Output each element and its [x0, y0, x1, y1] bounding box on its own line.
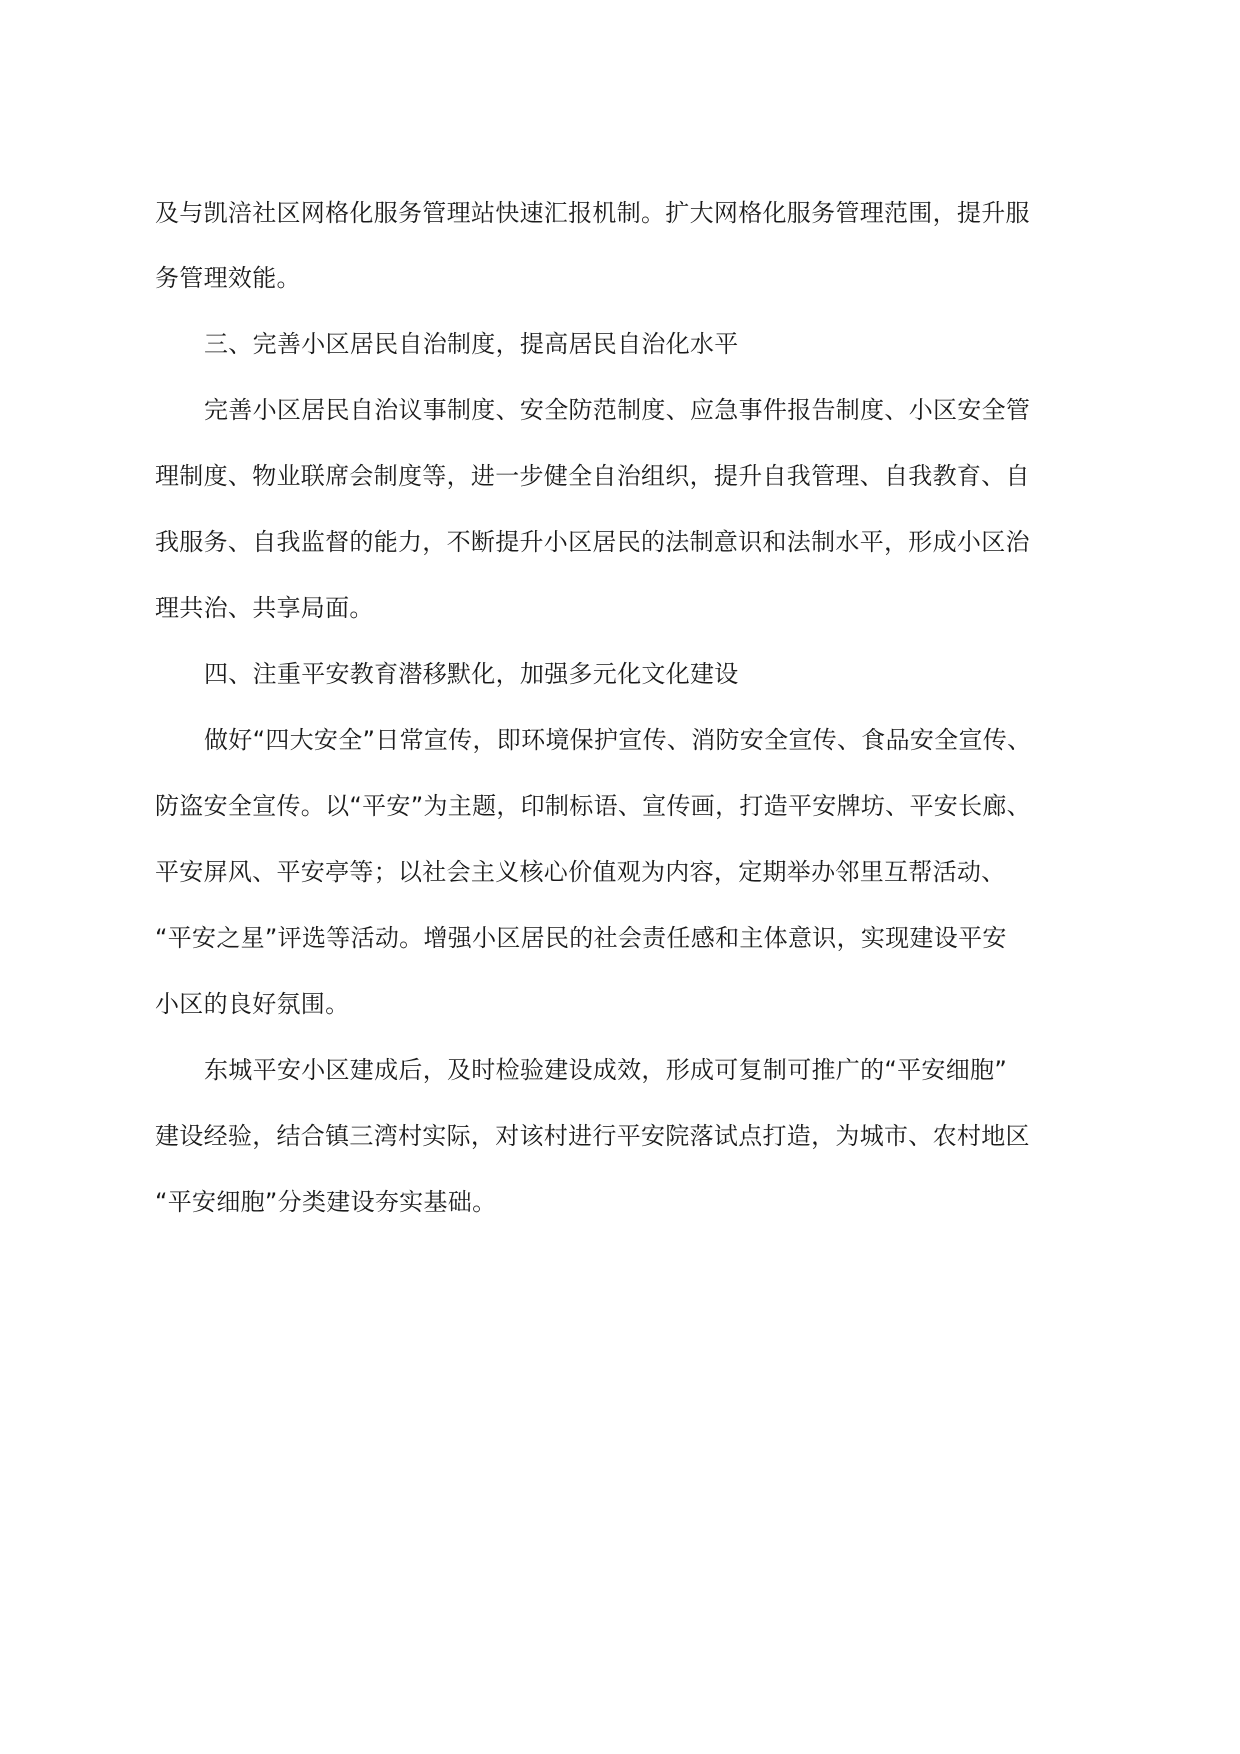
- section-heading-4: 四、注重平安教育潜移默化，加强多元化文化建设: [204, 660, 739, 688]
- section-heading-3: 三、完善小区居民自治制度，提高居民自治化水平: [204, 330, 739, 358]
- text-line: 及与凯涪社区网格化服务管理站快速汇报机制。扩大网格化服务管理范围，提升服: [155, 199, 1030, 227]
- text-line: 做好“四大安全”日常宣传，即环境保护宣传、消防安全宣传、食品安全宣传、: [204, 726, 1032, 754]
- text-line: 完善小区居民自治议事制度、安全防范制度、应急事件报告制度、小区安全管: [204, 396, 1031, 424]
- text-line: 防盗安全宣传。以“平安”为主题，印制标语、宣传画，打造平安牌坊、平安长廊、: [155, 792, 1031, 820]
- text-line: 平安屏风、平安亭等；以社会主义核心价值观为内容，定期举办邻里互帮活动、: [155, 858, 1006, 886]
- text-line: 理共治、共享局面。: [155, 594, 374, 622]
- text-line: 我服务、自我监督的能力，不断提升小区居民的法制意识和法制水平，形成小区治: [155, 528, 1030, 556]
- text-line: “平安细胞”分类建设夯实基础。: [155, 1188, 497, 1216]
- text-line: 东城平安小区建成后，及时检验建设成效，形成可复制可推广的“平安细胞”: [204, 1056, 1008, 1084]
- text-line: 建设经验，结合镇三湾村实际，对该村进行平安院落试点打造，为城市、农村地区: [155, 1122, 1030, 1150]
- text-line: 务管理效能。: [155, 264, 301, 292]
- text-line: 理制度、物业联席会制度等，进一步健全自治组织，提升自我管理、自我教育、自: [155, 462, 1030, 490]
- text-line: “平安之星”评选等活动。增强小区居民的社会责任感和主体意识，实现建设平安: [155, 924, 1007, 952]
- text-line: 小区的良好氛围。: [155, 990, 350, 1018]
